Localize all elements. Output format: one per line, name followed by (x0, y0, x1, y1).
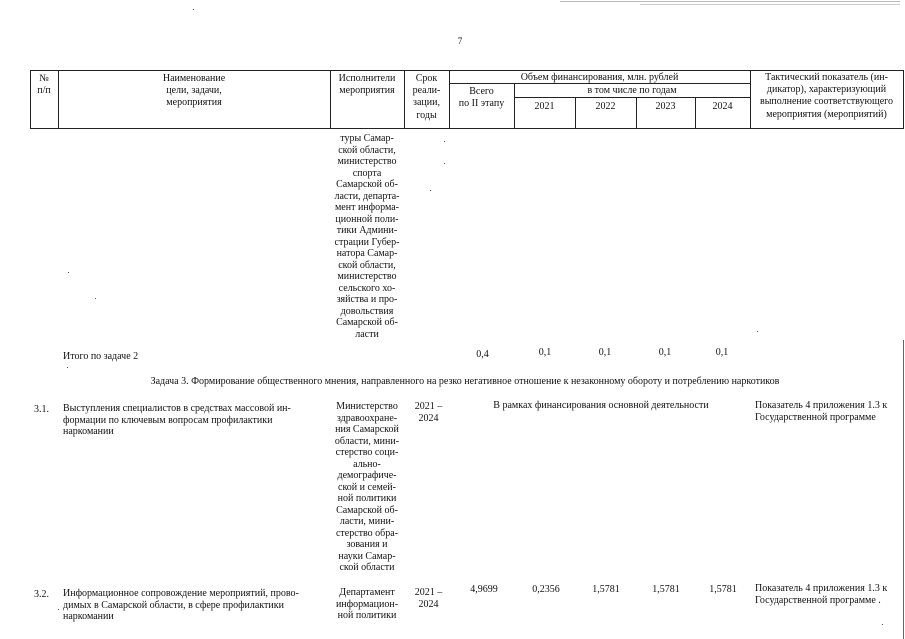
continuation-executors: туры Самар- ской области, министерство спорта Самарской об- ласти, департа- мент информа- ционной поли- тики Админи- страции Губер- натора Самар- ской области, министерство сельского хо- зяйства и про- довольствия Самарской об- ласти (334, 133, 400, 340)
header-term: Срок реали- зации, годы (412, 73, 441, 121)
scan-speck (67, 367, 68, 368)
scan-speck (95, 298, 96, 299)
row-y2023-value: 1,5781 (652, 584, 680, 595)
scan-speck (193, 9, 194, 10)
task2-total-value: 0,4 (476, 349, 489, 360)
header-executors: Исполнители мероприятия (338, 73, 396, 97)
row-term: 2021 – 2024 (414, 401, 443, 424)
row-y2022-value: 1,5781 (592, 584, 620, 595)
row-executors: Министерство здравоохране- ния Самарской области, мини- стерство соци- ально- демографиче- ской и семей- ной политики Самарской об- ласти, мини- стерство обра- зования и науки Самар- ской области (334, 401, 400, 573)
row-financing-note: В рамках финансирования основной деятельности (493, 400, 709, 411)
header-total: Всего по II этапу (458, 86, 505, 110)
header-year: 2021 (534, 101, 555, 112)
header-year: 2024 (712, 101, 733, 112)
row-name: Выступления специалистов в средствах массовой ин- формации по ключевым вопросам профилактики наркомании (63, 403, 291, 437)
scan-speck (444, 163, 445, 164)
row-total-value: 4,9699 (470, 584, 498, 595)
row-number: 3.1. (34, 404, 49, 415)
row-name: Информационное сопровождение мероприятий, прово- димых в Самарской области, в сфере профилактики наркомании (63, 588, 299, 622)
header-indicator: Тактический показатель (ин- дикатор), характеризующий выполнение соответствующего мероприятия (мероприятий) (759, 72, 893, 120)
header-name: Наименование цели, задачи, мероприятия (162, 73, 226, 109)
scan-artifact-line (903, 340, 904, 639)
task2-y2022-value: 0,1 (598, 347, 612, 358)
row-y2024-value: 1,5781 (709, 584, 737, 595)
row-term: 2021 – 2024 (414, 587, 443, 610)
header-num: № п/п (37, 73, 51, 97)
header-year: 2023 (655, 101, 676, 112)
task2-y2021-value: 0,1 (538, 347, 552, 358)
scan-speck (58, 609, 59, 610)
task3-title: Задача 3. Формирование общественного мнения, направленного на резко негативное отношение к незаконному обороту и потреблению наркотиков (150, 376, 780, 387)
scan-speck (430, 190, 431, 191)
scan-speck (444, 141, 445, 142)
row-number: 3.2. (34, 589, 49, 600)
row-indicator: Показатель 4 приложения 1.3 к Государственной программе . (755, 583, 888, 606)
row-executors: Департамент информацион- ной политики (335, 587, 399, 621)
row-indicator: Показатель 4 приложения 1.3 к Государственной программе (755, 400, 888, 423)
header-financing-title: Объем финансирования, млн. рублей (520, 72, 679, 83)
scan-speck (68, 272, 69, 273)
task2-total-label: Итого по задаче 2 (63, 351, 139, 362)
task2-y2023-value: 0,1 (658, 347, 672, 358)
header-by-years: в том числе по годам (587, 85, 677, 96)
task2-y2024-value: 0,1 (715, 347, 729, 358)
scan-speck (757, 331, 758, 332)
header-year: 2022 (595, 101, 616, 112)
scan-artifact-line (560, 1, 900, 2)
scan-speck (882, 624, 883, 625)
scan-artifact-line (640, 4, 900, 5)
row-y2021-value: 0,2356 (532, 584, 560, 595)
page-number: 7 (457, 36, 463, 46)
